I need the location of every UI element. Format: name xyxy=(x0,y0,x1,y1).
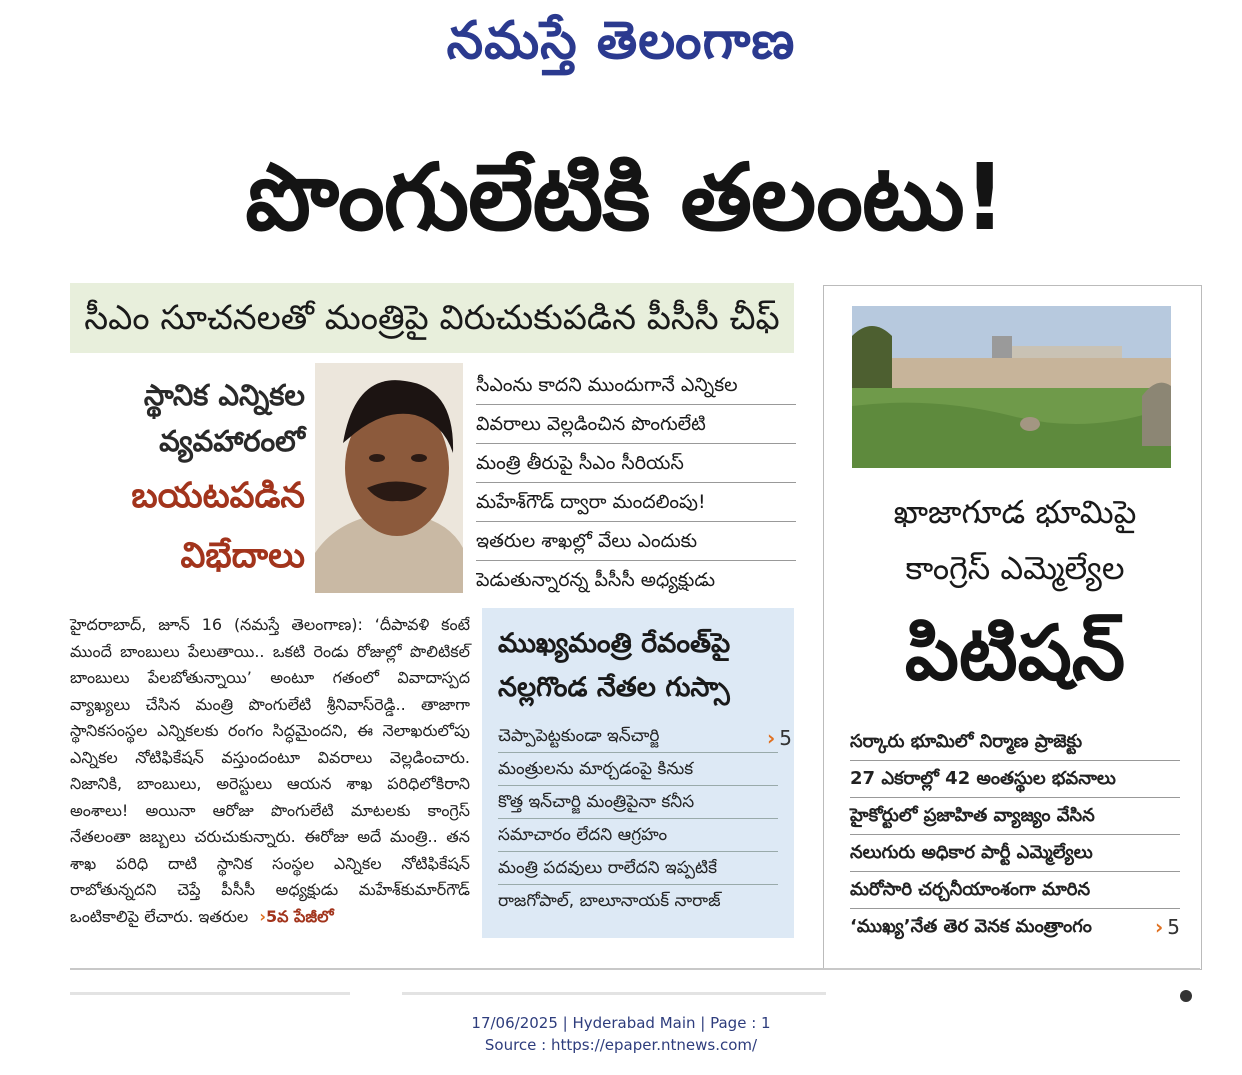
page-ref-number: 5 xyxy=(1167,915,1180,939)
source-link[interactable]: Source : https://epaper.ntnews.com/ xyxy=(484,1036,758,1054)
edition-info: 17/06/2025 | Hyderabad Main | Page : 1 xyxy=(471,1014,771,1032)
deck-line: వివరాలు వెల్లడించిన పొంగులేటి xyxy=(476,405,796,444)
right-story-headline: పిటిషన్ xyxy=(904,608,1126,697)
masthead-logo: నమస్తే తెలంగాణ xyxy=(446,10,796,71)
deck-line: సీఎంను కాదని ముందుగానే ఎన్నికల xyxy=(476,366,796,405)
sidebar-line: మంత్రి పదవులు రాలేదని ఇప్పటికే xyxy=(498,852,778,885)
deck-line: పెడుతున్నారన్న పీసీసీ అధ్యక్షుడు xyxy=(476,569,716,591)
right-point: మరోసారి చర్చనీయాంశంగా మారిన xyxy=(850,872,1180,909)
headline: పొంగులేటికి తలంటు! xyxy=(245,144,1005,251)
right-point: సర్కారు భూమిలో నిర్మాణ ప్రాజెక్టు xyxy=(850,724,1180,761)
chevron-right-icon: › xyxy=(767,726,776,750)
khajaguda-land-photo xyxy=(852,306,1171,468)
divider xyxy=(402,992,826,995)
continued-on-page-link[interactable] xyxy=(259,907,333,926)
chevron-right-icon: › xyxy=(1155,915,1164,939)
right-kicker-line: ఖాజాగూడ భూమిపై xyxy=(893,493,1137,531)
registration-dot xyxy=(1180,990,1192,1002)
right-kicker-line: కాంగ్రెస్ ఎమ్మెల్యేల xyxy=(905,549,1125,587)
story-deck xyxy=(476,366,796,599)
subheadline-bar xyxy=(70,283,794,353)
page-ref-number: 5 xyxy=(779,726,792,750)
right-page-ref[interactable] xyxy=(1155,909,1180,945)
landscape-illustration xyxy=(852,306,1171,468)
sidebar-line: కొత్త ఇన్‌చార్జి మంత్రిపైనా కనీస xyxy=(498,786,778,819)
subheadline: సీఎం సూచనలతో మంత్రిపై విరుచుకుపడిన పీసీసీ చీఫ్ xyxy=(84,298,780,338)
kicker-red-line: విభేదాలు xyxy=(180,536,305,576)
sidebar-line: మంత్రులను మార్చడంపై కినుక xyxy=(498,753,778,786)
sidebar-line: సమాచారం లేదని ఆగ్రహం xyxy=(498,819,778,852)
right-story-points xyxy=(850,724,1180,945)
deck-line: మంత్రి తీరుపై సీఎం సీరియస్ xyxy=(476,444,796,483)
story-kicker xyxy=(70,372,305,464)
right-point: హైకోర్టులో ప్రజాహిత వ్యాజ్యం వేసిన xyxy=(850,798,1180,835)
portrait-illustration xyxy=(315,363,463,593)
continued-label: 5వ పేజీలో xyxy=(265,906,334,926)
kicker-line: స్థానిక ఎన్నికల xyxy=(143,378,305,412)
sidebar-story-box xyxy=(482,608,794,938)
right-point: 27 ఎకరాల్లో 42 అంతస్థుల భవనాలు xyxy=(850,761,1180,798)
divider xyxy=(70,968,1200,970)
minister-photo xyxy=(315,363,463,593)
kicker-red-line: బయటపడిన xyxy=(131,476,305,516)
right-point: ‘ముఖ్య’నేత తెర వెనక మంత్రాంగం xyxy=(850,916,1092,937)
right-point-last xyxy=(850,909,1180,945)
sidebar-line: రాజగోపాల్, బాలూనాయక్ నారాజ్ xyxy=(498,891,721,911)
sidebar-story-title: ముఖ్యమంత్రి రేవంత్‌పై నల్లగొండ నేతల గుస్సా xyxy=(498,628,731,703)
deck-line: మహేశ్‌గౌడ్ ద్వారా మందలింపు! xyxy=(476,483,796,522)
right-story-kicker xyxy=(840,484,1190,596)
sidebar-page-ref[interactable] xyxy=(767,726,792,750)
story-kicker-highlight xyxy=(70,466,305,586)
deck-line: ఇతరుల శాఖల్లో వేలు ఎందుకు xyxy=(476,522,796,561)
right-point: నలుగురు అధికార పార్టీ ఎమ్మెల్యేలు xyxy=(850,835,1180,872)
page-footer xyxy=(0,1012,1242,1056)
kicker-line: వ్యవహారంలో xyxy=(159,424,305,458)
sidebar-line: చెప్పాపెట్టకుండా ఇన్‌చార్జి xyxy=(498,720,778,753)
story-body xyxy=(70,612,470,930)
chevron-right-icon: › xyxy=(259,906,266,926)
body-paragraph: హైదరాబాద్, జూన్ 16 (నమస్తే తెలంగాణ): ‘దీపావళి కంటే ముందే బాంబులు పేలుతాయి.. ఒకటి రెండు రోజుల్లో పొలిటికల్ బాంబులు పేలబోతున్నాయి’ అంటూ గతంలో వివాదాస్పద వ్యాఖ్యలు చేసిన మంత్రి పొంగులేటి శ్రీనివాస్‌రెడ్డి.. తాజాగా స్థానికసంస్థల ఎన్నికలకు రంగం సిద్ధమైందని, ఈ నెలాఖరులోపు ఎన్నికల నోటిఫికేషన్ వస్తుందంటూ వివరాలు వెల్లడించారు. నిజానికి, బాంబులు, అరెస్టులు ఆయన శాఖ పరిధిలోకిరాని అంశాలు! అయినా ఆరోజు పొంగులేటి మాటలకు కాంగ్రెస్ నేతలంతా జబ్బలు చరుచుకున్నారు. ఈరోజు అదే మంత్రి.. తన శాఖ పరిధి దాటి స్థానిక సంస్థల ఎన్నికల నోటిఫికేషన్ రాబోతున్నదని చెప్తే పీసీసీ అధ్యక్షుడు మహేశ్‌కుమార్‌గౌడ్ ఒంటికాలిపై లేచారు. ఇతరుల xyxy=(70,615,470,926)
divider xyxy=(70,992,350,995)
